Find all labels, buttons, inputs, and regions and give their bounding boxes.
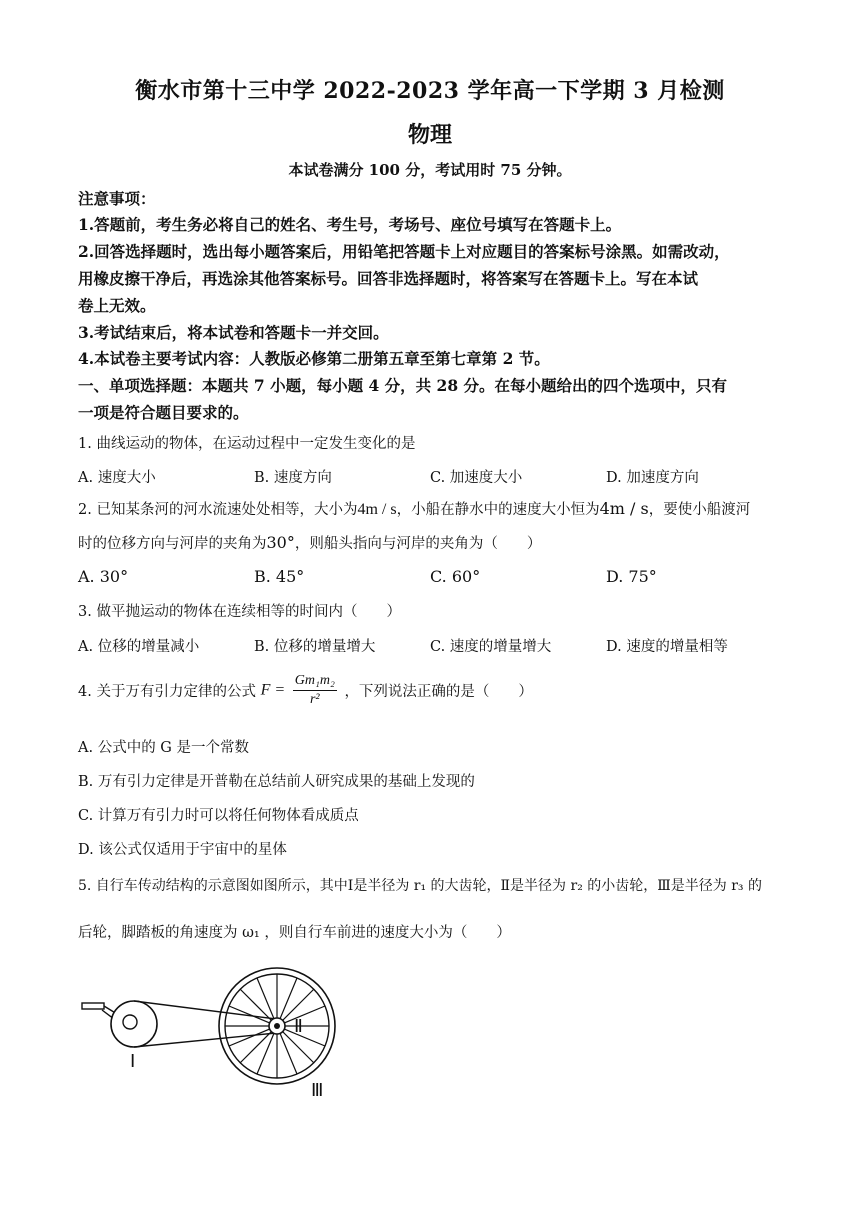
section-heading-line-1: 一、单项选择题：本题共 7 小题，每小题 4 分，共 28 分。在每小题给出的四个选项中，只有 [78, 376, 728, 395]
note-2-line-2: 用橡皮擦干净后，再选涂其他答案标号。回答非选择题时，将答案写在答题卡上。写在本试 [78, 269, 699, 288]
wheel-hub-icon [274, 1023, 280, 1029]
question-1-option-d: D. 加速度方向 [606, 470, 699, 486]
note-4: 4.本试卷主要考试内容：人教版必修第二册第五章至第七章第 2 节。 [78, 349, 550, 368]
question-3-option-c: C. 速度的增量增大 [430, 639, 552, 655]
question-4-stem [78, 672, 533, 709]
note-1: 1.答题前，考生务必将自己的姓名、考生号，考场号、座位号填写在答题卡上。 [78, 215, 622, 234]
exam-title: 衡水市第十三中学 2022-2023 学年高一下学期 3 月检测 [135, 78, 725, 104]
question-3-option-a: A. 位移的增量减小 [78, 639, 200, 655]
label-large-gear: Ⅰ [130, 1051, 136, 1071]
question-4-option-c: C. 计算万有引力时可以将任何物体看成质点 [78, 808, 359, 824]
question-4-option-a: A. 公式中的 G 是一个常数 [78, 740, 249, 756]
displacement-angle: 30° [266, 533, 295, 552]
bicycle-transmission-diagram [70, 960, 370, 1110]
gravitation-formula [293, 672, 337, 709]
note-2-line-3: 卷上无效。 [78, 296, 156, 315]
question-4-option-b: B. 万有引力定律是开普勒在总结前人研究成果的基础上发现的 [78, 774, 475, 790]
question-1-stem: 1. 曲线运动的物体，在运动过程中一定发生变化的是 [78, 436, 416, 452]
exam-info: 本试卷满分 100 分，考试用时 75 分钟。 [288, 161, 572, 179]
question-2-option-a: A. 30° [78, 567, 129, 586]
question-4-stem-part-a: 4. 关于万有引力定律的公式 [78, 684, 256, 700]
question-1-option-c: C. 加速度大小 [430, 470, 523, 486]
formula-lhs: F = [260, 681, 286, 699]
river-speed: 4m / s [357, 501, 397, 518]
question-1-option-a: A. 速度大小 [78, 470, 156, 486]
question-2-option-d: D. 75° [606, 567, 657, 586]
question-2-option-b: B. 45° [254, 567, 305, 586]
question-3-stem: 3. 做平抛运动的物体在连续相等的时间内（ ） [78, 604, 401, 620]
question-2-stem-part-a: 2. 已知某条河的河水流速处处相等，大小为 [78, 502, 358, 518]
question-2-stem-part-b: ，小船在静水中的速度大小恒为 [396, 502, 600, 518]
question-1-option-b: B. 速度方向 [254, 470, 332, 486]
notes-heading: 注意事项： [78, 189, 156, 208]
question-2-stem-part-d: 时的位移方向与河岸的夹角为 [78, 536, 267, 552]
question-2-stem-line-1 [78, 498, 750, 519]
question-5-stem-line-1: 5. 自行车传动结构的示意图如图所示，其中Ⅰ是半径为 r₁ 的大齿轮，Ⅱ是半径为 r₂ 的小齿轮，Ⅲ是半径为 r₃ 的 [78, 878, 762, 894]
question-3-option-d: D. 速度的增量相等 [606, 639, 728, 655]
formula-numerator: Gm₁m₂ [293, 672, 337, 691]
question-2-stem-part-e: ，则船头指向与河岸的夹角为（ ） [294, 536, 542, 552]
question-4-stem-part-b: ，下列说法正确的是（ ） [344, 684, 533, 700]
section-heading-line-2: 一项是符合题目要求的。 [78, 403, 249, 422]
question-4-option-d: D. 该公式仅适用于宇宙中的星体 [78, 842, 287, 858]
question-2-stem-part-c: ，要使小船渡河 [648, 502, 751, 518]
note-2-line-1: 2.回答选择题时，选出每小题答案后，用铅笔把答题卡上对应题目的答案标号涂黑。如需改动， [78, 242, 730, 261]
crank-axle-icon [123, 1015, 137, 1029]
label-rear-wheel: Ⅲ [311, 1080, 324, 1100]
question-5-stem-line-2: 后轮，脚踏板的角速度为 ω₁ ，则自行车前进的速度大小为（ ） [78, 925, 511, 941]
boat-speed: 4m / s [599, 499, 649, 518]
question-2-option-c: C. 60° [430, 567, 481, 586]
note-3: 3.考试结束后，将本试卷和答题卡一并交回。 [78, 323, 389, 342]
question-3-option-b: B. 位移的增量增大 [254, 639, 376, 655]
question-2-stem-line-2 [78, 532, 541, 553]
exam-subject: 物理 [407, 122, 452, 148]
formula-denominator: r² [309, 692, 320, 707]
label-small-gear: Ⅱ [294, 1016, 303, 1036]
